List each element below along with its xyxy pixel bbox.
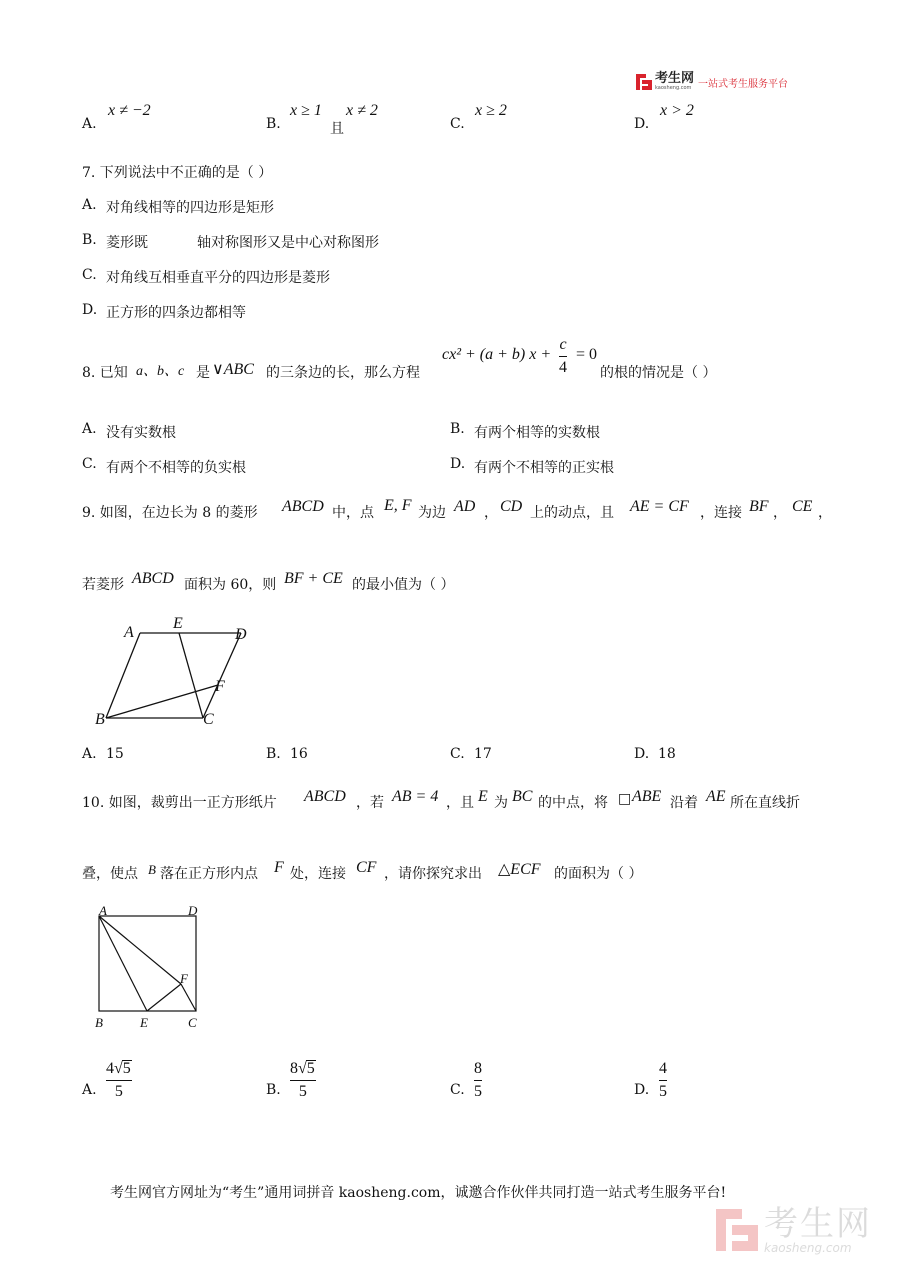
numerator-coefficient: 8 <box>290 1060 298 1077</box>
label-c: C <box>188 1015 197 1030</box>
option-text: 没有实数根 <box>106 425 176 441</box>
math: CE <box>792 498 813 515</box>
footer-text: 考生网官方网址为“考生”通用词拼音 kaosheng.com，诚邀合作伙伴共同打造一站式考生服务平台! <box>110 1185 727 1201</box>
math-triangle: ∨ABC <box>212 361 254 378</box>
kaosheng-logo-icon <box>636 74 652 90</box>
math: ABCD <box>282 498 324 515</box>
math: CF <box>356 859 377 876</box>
segment-ce <box>179 633 203 718</box>
segment-af <box>99 916 181 984</box>
math-vars: a、b、c <box>136 364 185 379</box>
fraction-bar <box>290 1080 316 1081</box>
segment-ae <box>99 916 147 1011</box>
math: AB = 4 <box>392 788 439 805</box>
segment-fc <box>181 984 196 1011</box>
stem-text: 为边 <box>418 505 446 521</box>
option-fraction <box>106 1060 132 1101</box>
missing-glyph-box: □ <box>618 791 632 807</box>
math: AD <box>454 498 476 515</box>
option-label: D. <box>634 1082 650 1098</box>
option-fraction <box>474 1060 482 1101</box>
option-label: C. <box>450 116 465 132</box>
stem-text: ，请你探究求出 <box>384 866 482 882</box>
stem-text: 面积为 60，则 <box>184 577 277 593</box>
fraction-numerator <box>290 1060 316 1078</box>
side-ab <box>106 633 140 718</box>
fraction-numerator: 4 <box>659 1060 667 1077</box>
math: △ECF <box>498 861 541 878</box>
radicand: 5 <box>306 1060 315 1077</box>
math-equation-left: cx² + (a + b) x + <box>442 346 552 363</box>
stem-text: 为 <box>494 795 508 811</box>
stem-text: 所在直线折 <box>730 795 800 811</box>
label-e: E <box>140 1015 148 1030</box>
stem-text: ， <box>818 505 832 521</box>
fraction-bar <box>474 1080 482 1081</box>
option-label: A. <box>82 421 97 437</box>
option-fraction <box>290 1060 316 1101</box>
stem-text: 中，点 <box>332 505 374 521</box>
option-label: B. <box>266 1082 281 1098</box>
option-label: B. <box>266 116 281 132</box>
square-figure <box>88 900 212 1034</box>
question-stem-text: 的三条边的长，那么方程 <box>266 365 420 381</box>
stem-text: 沿着 <box>670 795 698 811</box>
sqrt-sign: √ <box>114 1060 123 1077</box>
logo-domain: kaosheng.com <box>655 85 692 91</box>
label-d: D <box>188 903 198 918</box>
option-label: C. <box>450 1082 465 1098</box>
option-text: 有两个相等的实数根 <box>474 425 600 441</box>
option-label: C. <box>450 746 465 762</box>
option-fraction <box>659 1060 667 1101</box>
stem-text: 的中点，将 <box>538 795 608 811</box>
label-a: A <box>124 624 134 641</box>
stem-text: 9. 如图，在边长为 8 的菱形 <box>82 505 258 521</box>
numerator-coefficient: 4 <box>106 1060 114 1077</box>
side-dc <box>203 633 241 718</box>
fraction-bar <box>559 356 567 357</box>
math: E <box>478 788 488 805</box>
fraction-denominator: 4 <box>559 359 567 376</box>
stem-text: 落在正方形内点 <box>160 866 258 882</box>
option-label: B. <box>266 746 281 762</box>
fraction-bar <box>659 1080 667 1081</box>
watermark-name: 考生网 <box>764 1204 872 1244</box>
question-stem-prefix: 8. 已知 <box>82 365 128 381</box>
option-math: x ≠ 2 <box>346 102 378 119</box>
fraction-bar <box>106 1080 132 1081</box>
stem-text: ， <box>484 505 498 521</box>
option-math: x > 2 <box>660 102 694 119</box>
stem-text: 的最小值为（ ） <box>352 577 455 593</box>
rhombus-figure <box>90 612 260 734</box>
label-c: C <box>203 711 214 728</box>
math: ABCD <box>132 570 174 587</box>
option-text: 菱形既 轴对称图形又是中心对称图形 <box>106 235 379 251</box>
stem-text: 上的动点，且 <box>530 505 614 521</box>
math: B <box>148 862 156 877</box>
option-text: 有两个不相等的负实根 <box>106 460 246 476</box>
math: AE <box>706 788 726 805</box>
stem-text: ， <box>773 505 787 521</box>
fraction-denominator: 5 <box>659 1083 667 1100</box>
segment-ef <box>147 984 181 1011</box>
stem-text: 的面积为（ ） <box>554 866 643 882</box>
stem-text: 10. 如图，裁剪出一正方形纸片 <box>82 795 277 811</box>
option-label: D. <box>450 456 466 472</box>
math: BC <box>512 788 533 805</box>
watermark-domain: kaosheng.com <box>764 1241 852 1255</box>
question-stem-suffix: 的根的情况是（ ） <box>600 365 717 381</box>
fraction-denominator: 5 <box>298 1083 307 1100</box>
fraction-denominator: 5 <box>114 1083 123 1100</box>
watermark-logo-icon <box>716 1209 758 1251</box>
label-d: D <box>235 626 247 643</box>
option-label: A. <box>82 197 97 213</box>
fraction-numerator: 8 <box>474 1060 482 1077</box>
option-connector: 且 <box>330 121 344 137</box>
fraction-numerator: c <box>559 336 567 353</box>
math: ABE <box>632 788 662 805</box>
stem-text: 若菱形 <box>82 577 124 593</box>
option-label: C. <box>82 456 97 472</box>
logo-tagline: 一站式考生服务平台 <box>698 78 789 90</box>
label-f: F <box>215 678 225 695</box>
sqrt-sign: √ <box>298 1060 307 1077</box>
stem-text: ，且 <box>446 795 474 811</box>
math: BF + CE <box>284 570 343 587</box>
label-f: F <box>180 971 188 986</box>
fraction-numerator <box>106 1060 132 1078</box>
option-math: x ≥ 1 <box>290 102 322 119</box>
logo-name: 考生网 <box>655 71 695 86</box>
option-label: D. <box>82 302 98 318</box>
option-text: 18 <box>658 746 676 762</box>
fraction-denominator: 5 <box>474 1083 482 1100</box>
option-text: 对角线相等的四边形是矩形 <box>106 200 274 216</box>
stem-text: 处，连接 <box>290 866 346 882</box>
label-e: E <box>173 615 183 632</box>
math: AE = CF <box>630 498 689 515</box>
label-b: B <box>95 1015 103 1030</box>
radicand: 5 <box>122 1060 131 1077</box>
option-text: 正方形的四条边都相等 <box>106 305 246 321</box>
option-label: B. <box>450 421 465 437</box>
option-text: 对角线互相垂直平分的四边形是菱形 <box>106 270 330 286</box>
math: ABCD <box>304 788 346 805</box>
math: CD <box>500 498 523 515</box>
watermark-logo <box>716 1206 872 1254</box>
stem-text: ，若 <box>356 795 384 811</box>
option-text: 有两个不相等的正实根 <box>474 460 614 476</box>
label-a: A <box>99 903 107 918</box>
option-label: D. <box>634 116 650 132</box>
math: F <box>274 859 284 876</box>
question-stem: 7. 下列说法中不正确的是（ ） <box>82 165 273 181</box>
math-equation-right: = 0 <box>576 346 598 363</box>
label-b: B <box>95 711 105 728</box>
option-label: A. <box>82 1082 97 1098</box>
option-math: x ≥ 2 <box>475 102 507 119</box>
math-fraction <box>559 336 567 377</box>
stem-text: 叠，使点 <box>82 866 138 882</box>
stem-text: ，连接 <box>700 505 742 521</box>
square-abcd <box>99 916 196 1011</box>
math: E, F <box>384 497 412 514</box>
math: BF <box>749 498 769 515</box>
option-text: 17 <box>474 746 492 762</box>
option-text: 16 <box>290 746 308 762</box>
option-label: A. <box>82 116 97 132</box>
option-label: A. <box>82 746 97 762</box>
option-label: B. <box>82 232 97 248</box>
option-label: C. <box>82 267 97 283</box>
option-math: x ≠ −2 <box>108 102 151 119</box>
header-logo <box>636 72 788 92</box>
option-label: D. <box>634 746 650 762</box>
question-stem-text: 是 <box>196 365 210 381</box>
option-text: 15 <box>106 746 124 762</box>
